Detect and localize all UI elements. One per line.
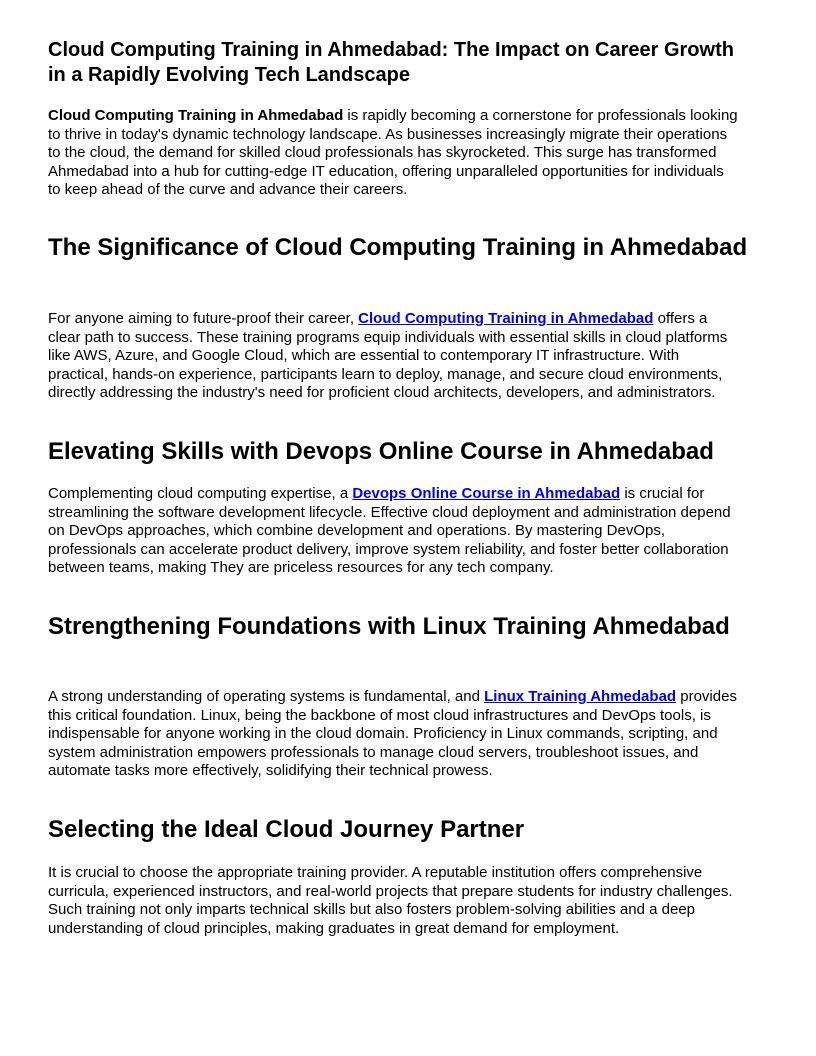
paragraph-text: A strong understanding of operating systems is fundamental, and bbox=[48, 688, 485, 705]
intro-bold-lead: Cloud Computing Training in Ahmedabad bbox=[48, 107, 344, 124]
paragraph-text: Complementing cloud computing expertise, a bbox=[48, 485, 353, 502]
section-heading-devops: Elevating Skills with Devops Online Course in Ahmedabad bbox=[48, 438, 714, 465]
section-heading-significance: The Significance of Cloud Computing Training in Ahmedabad bbox=[48, 234, 748, 261]
document-title: Cloud Computing Training in Ahmedabad: The Impact on Career Growth in a Rapidly Evolving Tech Landscape bbox=[48, 39, 734, 86]
linux-training-link[interactable]: Linux Training Ahmedabad bbox=[484, 688, 677, 705]
section-heading-partner: Selecting the Ideal Cloud Journey Partner bbox=[48, 816, 525, 843]
paragraph-text: offers a clear path to success. These training programs equip individuals with essential skills in cloud platforms like AWS, Azure, and Google Cloud, which are essential to contemporary IT infrastructure. With practical, hands-on experience, participants learn to deploy, manage, and secure cloud environments, directly addressing the industry's need for proficient cloud architects, developers, and administrators. bbox=[48, 310, 728, 402]
intro-text: is rapidly becoming a cornerstone for professionals looking to thrive in today's dynamic technology landscape. As businesses increasingly migrate their operations to the cloud, the demand for skilled cloud professionals has skyrocketed. This surge has transformed Ahmedabad into a hub for cutting-edge IT education, offering unparalleled opportunities for individuals to keep ahead of the curve and advance their careers. bbox=[48, 107, 738, 199]
devops-online-course-link[interactable]: Devops Online Course in Ahmedabad bbox=[352, 485, 621, 502]
paragraph-text: provides this critical foundation. Linux, being the backbone of most cloud infrastructures and DevOps tools, is indispensable for anyone working in the cloud domain. Proficiency in Linux commands, scripting, and system administration empowers professionals to manage cloud servers, troubleshoot issues, and automate tasks more effectively, solidifying their technical prowess. bbox=[48, 688, 737, 780]
paragraph-text: For anyone aiming to future-proof their career, bbox=[48, 310, 359, 327]
section-paragraph-linux bbox=[48, 688, 738, 781]
intro-paragraph bbox=[48, 107, 738, 200]
cloud-computing-training-link[interactable]: Cloud Computing Training in Ahmedabad bbox=[358, 310, 654, 327]
section-heading-linux: Strengthening Foundations with Linux Training Ahmedabad bbox=[48, 613, 730, 640]
paragraph-text: is crucial for streamlining the software development lifecycle. Effective cloud deployment and administration depend on DevOps approaches, which combine development and operations. By mastering DevOps, professionals can accelerate product delivery, improve system reliability, and foster better collaboration between teams, making They are priceless resources for any tech company. bbox=[48, 485, 731, 577]
section-paragraph-significance bbox=[48, 310, 738, 403]
section-paragraph-partner: It is crucial to choose the appropriate training provider. A reputable institution offers comprehensive curricula, experienced instructors, and real-world projects that prepare students for industry challenges. Such training not only imparts technical skills but also fosters problem-solving abilities and a deep understanding of cloud principles, making graduates in great demand for employment. bbox=[48, 864, 733, 937]
section-paragraph-devops bbox=[48, 485, 738, 578]
